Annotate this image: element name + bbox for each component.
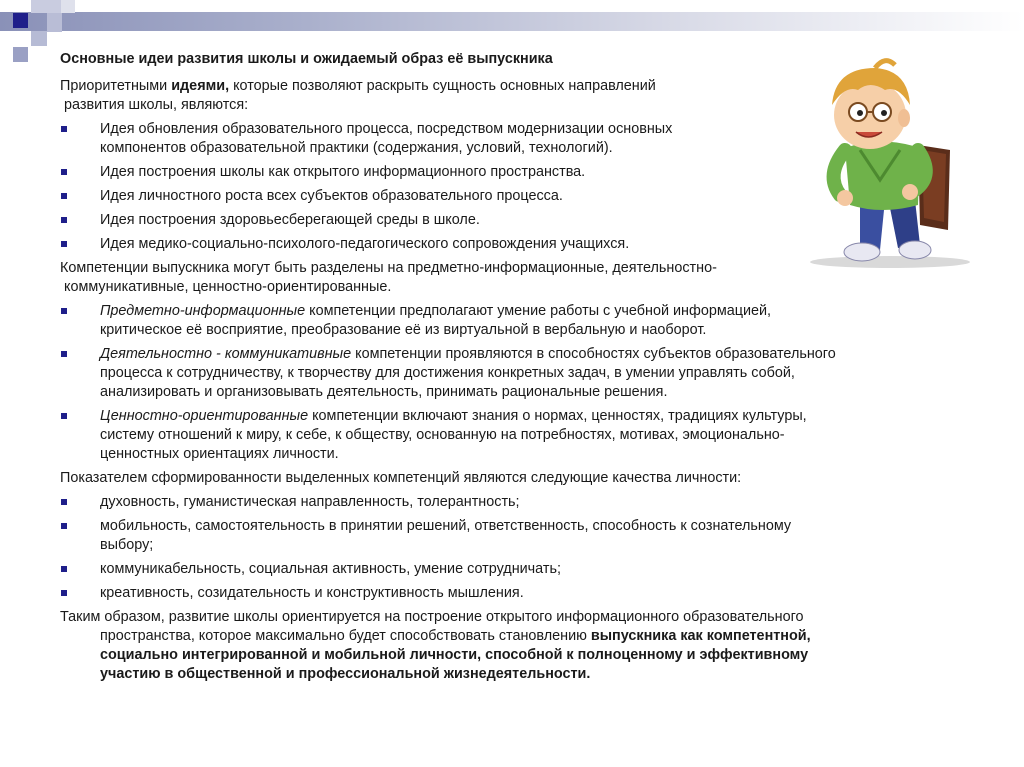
decor-square <box>31 0 61 13</box>
bullet-square-icon <box>61 169 67 175</box>
competencies-intro: Компетенции выпускника могут быть разделены на предметно-информационные, деятельностно- коммуникативные, ценностно-ориентированные. <box>60 260 717 295</box>
page-title: Основные идеи развития школы и ожидаемый образ её выпускника <box>60 51 553 67</box>
bullet-square-icon <box>61 590 67 596</box>
bullet-square-icon <box>61 126 67 132</box>
decor-square <box>31 31 47 46</box>
decor-square <box>13 13 28 28</box>
bullet-square-icon <box>61 413 67 419</box>
list-item-competency: Предметно-информационные компетенции предполагают умение работы с учебной информацией, критическое её восприятие, преобразование её из виртуальной в вербальную и наоборот. <box>60 302 990 340</box>
decor-square <box>61 0 75 13</box>
bullet-square-icon <box>61 566 67 572</box>
intro-paragraph: Приоритетными идеями, которые позволяют раскрыть сущность основных направлений развития школы, являются: <box>60 78 656 113</box>
list-item-idea: Идея построения школы как открытого информационного пространства. <box>60 163 990 182</box>
list-item-quality: коммуникабельность, социальная активность, умение сотрудничать; <box>60 560 990 579</box>
bullet-square-icon <box>61 217 67 223</box>
list-item-idea: Идея построения здоровьесберегающей среды в школе. <box>60 211 990 230</box>
list-item-competency: Ценностно-ориентированные компетенции включают знания о нормах, ценностях, традициях культуры, систему отношений к миру, к себе, к обществу, основанную на потребностях, мотивах, эмоционально- ценностных ориентациях личности. <box>60 407 990 464</box>
bullet-square-icon <box>61 523 67 529</box>
header-gradient-band <box>0 12 1024 31</box>
bullet-square-icon <box>61 241 67 247</box>
bullet-square-icon <box>61 499 67 505</box>
list-item-quality: духовность, гуманистическая направленность, толерантность; <box>60 493 990 512</box>
document-body <box>60 50 990 689</box>
bullet-square-icon <box>61 193 67 199</box>
list-item-quality: креативность, созидательность и конструктивность мышления. <box>60 584 990 603</box>
decor-square <box>13 47 28 62</box>
list-item-competency: Деятельностно - коммуникативные компетенции проявляются в способностях субъектов образовательного процесса к сотрудничеству, к творчеству для достижения конкретных задач, в умении управлять собой, анализировать и организовывать деятельность, принимать рациональные решения. <box>60 345 990 402</box>
qualities-intro: Показателем сформированности выделенных компетенций являются следующие качества личности: <box>60 470 742 486</box>
decor-square <box>47 13 62 32</box>
list-item-idea: Идея личностного роста всех субъектов образовательного процесса. <box>60 187 990 206</box>
bullet-square-icon <box>61 308 67 314</box>
bullet-square-icon <box>61 351 67 357</box>
list-item-idea: Идея медико-социально-психолого-педагогического сопровождения учащихся. <box>60 235 990 254</box>
conclusion-paragraph: Таким образом, развитие школы ориентируется на построение открытого информационного образовательного пространства, которое максимально будет способствовать становлению выпускника как компетентной, социально интегрированной и мобильной личности, способной к полноценному и эффективному участию в общественной и профессиональной жизнедеятельности. <box>60 609 811 682</box>
list-item-quality: мобильность, самостоятельность в принятии решений, ответственность, способность к сознательному выбору; <box>60 517 990 555</box>
list-item-idea: Идея обновления образовательного процесса, посредством модернизации основных компонентов образовательной практики (содержания, условий, технологий). <box>60 120 835 158</box>
